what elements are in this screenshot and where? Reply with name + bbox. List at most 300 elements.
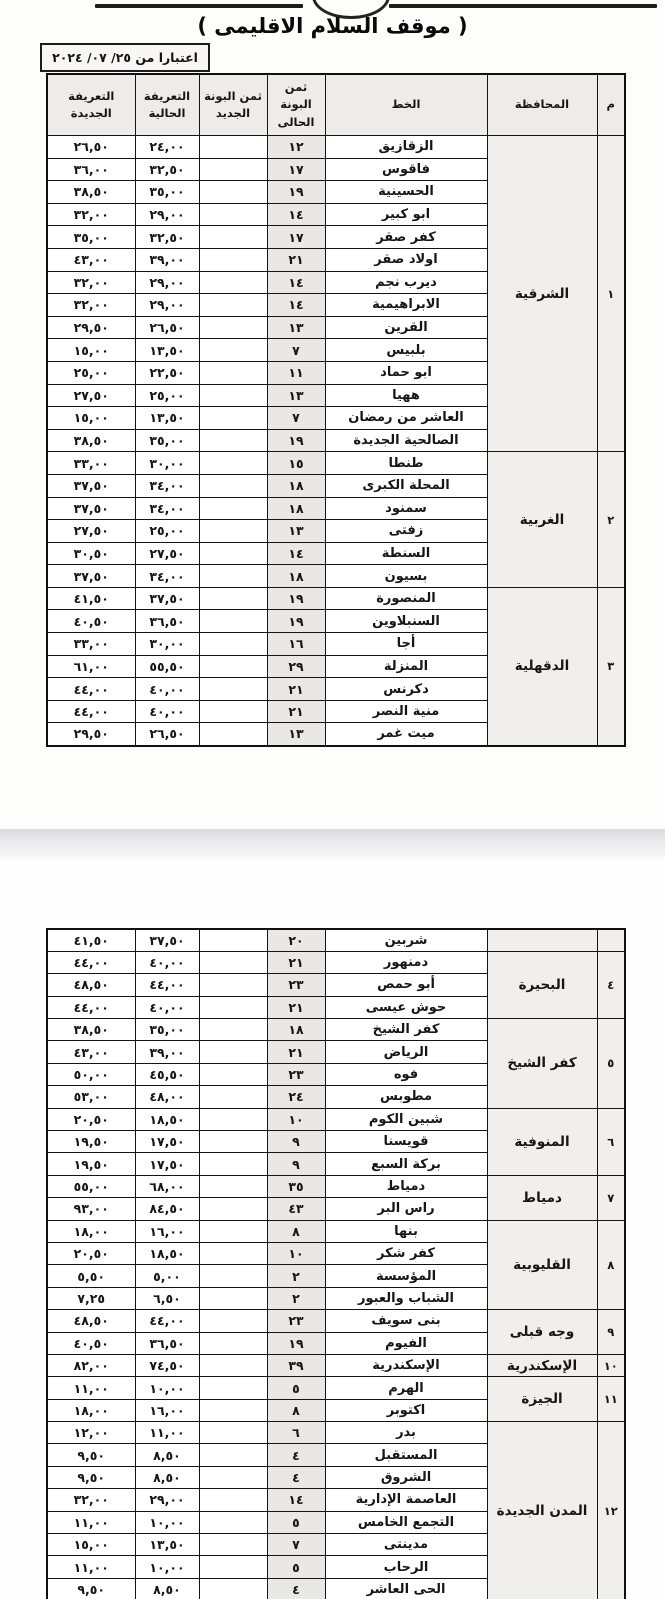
tariff-new-cell: ١٨,٠٠ <box>47 1220 135 1242</box>
effective-date-box <box>40 43 210 72</box>
coupon-new-cell <box>199 1063 267 1085</box>
tariff-current-cell: ١٠,٠٠ <box>135 1377 199 1399</box>
coupon-current-cell: ٥ <box>267 1556 325 1578</box>
table-row <box>47 1377 625 1399</box>
coupon-current-cell: ٢ <box>267 1287 325 1309</box>
tariff-new-cell: ٥,٥٠ <box>47 1265 135 1287</box>
coupon-new-cell <box>199 181 267 204</box>
table-row <box>47 951 625 973</box>
tariff-new-cell: ٢٠,٥٠ <box>47 1242 135 1264</box>
line-cell: الزقازيق <box>325 136 487 159</box>
coupon-new-cell <box>199 565 267 588</box>
tariff-current-cell: ١٠,٠٠ <box>135 1511 199 1533</box>
governorate-cell <box>487 929 597 951</box>
serial-cell: ٣ <box>597 587 625 745</box>
coupon-current-cell: ٢٠ <box>267 929 325 951</box>
tariff-new-cell: ٥٥,٠٠ <box>47 1175 135 1197</box>
tariff-current-cell: ٣٢,٥٠ <box>135 158 199 181</box>
coupon-new-cell <box>199 542 267 565</box>
coupon-new-cell <box>199 1175 267 1197</box>
tariff-new-cell: ٤٣,٠٠ <box>47 248 135 271</box>
line-cell: كفر صقر <box>325 226 487 249</box>
tariff-table-part2 <box>46 928 626 1599</box>
header-serial: م <box>597 74 625 136</box>
tariff-current-cell: ٣٤,٠٠ <box>135 565 199 588</box>
line-cell: بنى سويف <box>325 1310 487 1332</box>
tariff-new-cell: ١٩,٥٠ <box>47 1153 135 1175</box>
line-cell: الابراهيمية <box>325 294 487 317</box>
tariff-new-cell: ٢٥,٠٠ <box>47 361 135 384</box>
tariff-current-cell: ٧٤,٥٠ <box>135 1354 199 1376</box>
coupon-current-cell: ٥ <box>267 1377 325 1399</box>
tariff-new-cell: ٤٤,٠٠ <box>47 951 135 973</box>
line-cell: المحلة الكبرى <box>325 474 487 497</box>
tariff-current-cell: ٤٠,٠٠ <box>135 951 199 973</box>
serial-cell: ٤ <box>597 951 625 1018</box>
line-cell: الشروق <box>325 1466 487 1488</box>
tariff-current-cell: ٢٢,٥٠ <box>135 361 199 384</box>
table-row <box>47 136 625 159</box>
coupon-new-cell <box>199 678 267 701</box>
tariff-current-cell: ٣٥,٠٠ <box>135 181 199 204</box>
tariff-new-cell: ٣٧,٥٠ <box>47 497 135 520</box>
line-cell: ههيا <box>325 384 487 407</box>
tariff-current-cell: ٣٠,٠٠ <box>135 633 199 656</box>
tariff-new-cell: ١٨,٠٠ <box>47 1399 135 1421</box>
coupon-current-cell: ٢١ <box>267 1041 325 1063</box>
coupon-current-cell: ٤٣ <box>267 1198 325 1220</box>
table-row <box>47 929 625 951</box>
tariff-current-cell: ٥,٠٠ <box>135 1265 199 1287</box>
tariff-current-cell: ١٠,٠٠ <box>135 1556 199 1578</box>
serial-cell: ٥ <box>597 1019 625 1109</box>
line-cell: اكتوبر <box>325 1399 487 1421</box>
line-cell: القرين <box>325 316 487 339</box>
coupon-current-cell: ٩ <box>267 1153 325 1175</box>
line-cell: بسيون <box>325 565 487 588</box>
serial-cell: ٢ <box>597 452 625 588</box>
line-cell: منية النصر <box>325 700 487 723</box>
line-cell: فوه <box>325 1063 487 1085</box>
coupon-new-cell <box>199 1041 267 1063</box>
coupon-new-cell <box>199 316 267 339</box>
line-cell: السنطة <box>325 542 487 565</box>
tariff-new-cell: ٩,٥٠ <box>47 1444 135 1466</box>
line-cell: شربين <box>325 929 487 951</box>
tariff-current-cell: ٨,٥٠ <box>135 1578 199 1599</box>
tariff-current-cell: ١٣,٥٠ <box>135 407 199 430</box>
coupon-new-cell <box>199 203 267 226</box>
coupon-current-cell: ٨ <box>267 1399 325 1421</box>
tariff-current-cell: ٢٧,٥٠ <box>135 542 199 565</box>
tariff-current-cell: ٢٥,٠٠ <box>135 384 199 407</box>
tariff-new-cell: ٢٦,٥٠ <box>47 136 135 159</box>
tariff-current-cell: ٣٩,٠٠ <box>135 248 199 271</box>
coupon-new-cell <box>199 1086 267 1108</box>
tariff-new-cell: ٢٧,٥٠ <box>47 384 135 407</box>
tariff-current-cell: ٢٤,٠٠ <box>135 136 199 159</box>
coupon-current-cell: ١٨ <box>267 1019 325 1041</box>
serial-cell: ٨ <box>597 1220 625 1310</box>
governorate-cell: الجيزة <box>487 1377 597 1422</box>
line-cell: أبو حمص <box>325 974 487 996</box>
header-governorate: المحافظة <box>487 74 597 136</box>
tariff-new-cell: ٩,٥٠ <box>47 1466 135 1488</box>
header-coupon-current: ثمن البونة الحالى <box>267 74 325 136</box>
tariff-new-cell: ٤٠,٥٠ <box>47 610 135 633</box>
tariff-current-cell: ١٣,٥٠ <box>135 1534 199 1556</box>
tariff-current-cell: ٢٩,٠٠ <box>135 1489 199 1511</box>
tariff-new-cell: ٣٢,٠٠ <box>47 271 135 294</box>
coupon-new-cell <box>199 974 267 996</box>
line-cell: ديرب نجم <box>325 271 487 294</box>
tariff-new-cell: ٢٩,٥٠ <box>47 316 135 339</box>
coupon-current-cell: ٢٣ <box>267 1063 325 1085</box>
coupon-current-cell: ١٩ <box>267 1332 325 1354</box>
tariff-current-cell: ٤٠,٠٠ <box>135 700 199 723</box>
line-cell: الإسكندرية <box>325 1354 487 1376</box>
line-cell: ميت غمر <box>325 723 487 746</box>
coupon-new-cell <box>199 700 267 723</box>
tariff-new-cell: ٢٩,٥٠ <box>47 723 135 746</box>
tariff-new-cell: ١٢,٠٠ <box>47 1422 135 1444</box>
tariff-current-cell: ٣٦,٥٠ <box>135 610 199 633</box>
coupon-new-cell <box>199 1019 267 1041</box>
coupon-current-cell: ١٠ <box>267 1242 325 1264</box>
line-cell: فاقوس <box>325 158 487 181</box>
tariff-new-cell: ٣٠,٥٠ <box>47 542 135 565</box>
coupon-current-cell: ٣٥ <box>267 1175 325 1197</box>
coupon-new-cell <box>199 520 267 543</box>
coupon-new-cell <box>199 497 267 520</box>
line-cell: كفر شكر <box>325 1242 487 1264</box>
tariff-current-cell: ١٦,٠٠ <box>135 1220 199 1242</box>
tariff-table-part1 <box>46 73 626 747</box>
table-row <box>47 1108 625 1130</box>
tariff-current-cell: ٨,٥٠ <box>135 1466 199 1488</box>
letterhead-rule-left <box>95 4 303 8</box>
tariff-new-cell: ٤٨,٥٠ <box>47 974 135 996</box>
tariff-current-cell: ١٨,٥٠ <box>135 1242 199 1264</box>
coupon-new-cell <box>199 226 267 249</box>
coupon-current-cell: ١٥ <box>267 452 325 475</box>
line-cell: العاصمة الإدارية <box>325 1489 487 1511</box>
coupon-new-cell <box>199 1108 267 1130</box>
tariff-new-cell: ٣٦,٠٠ <box>47 158 135 181</box>
tariff-current-cell: ٨,٥٠ <box>135 1444 199 1466</box>
line-cell: الهرم <box>325 1377 487 1399</box>
coupon-new-cell <box>199 1310 267 1332</box>
tariff-current-cell: ٣٧,٥٠ <box>135 929 199 951</box>
coupon-current-cell: ١٣ <box>267 316 325 339</box>
governorate-cell: الشرقية <box>487 136 597 452</box>
page-break-band <box>0 829 665 860</box>
serial-cell <box>597 929 625 951</box>
tariff-new-cell: ٣٨,٥٠ <box>47 429 135 452</box>
coupon-current-cell: ١٩ <box>267 587 325 610</box>
coupon-current-cell: ١٨ <box>267 474 325 497</box>
effective-date-label: اعتبارا من ٢٥/ ٠٧/ ٢٠٢٤ <box>52 50 198 65</box>
coupon-new-cell <box>199 723 267 746</box>
coupon-current-cell: ٢٩ <box>267 655 325 678</box>
coupon-current-cell: ٣٩ <box>267 1354 325 1376</box>
coupon-new-cell <box>199 1242 267 1264</box>
tariff-new-cell: ٣٣,٠٠ <box>47 452 135 475</box>
line-cell: المنصورة <box>325 587 487 610</box>
coupon-new-cell <box>199 655 267 678</box>
governorate-cell: المدن الجديدة <box>487 1422 597 1599</box>
coupon-new-cell <box>199 929 267 951</box>
coupon-new-cell <box>199 248 267 271</box>
tariff-current-cell: ٣٥,٠٠ <box>135 429 199 452</box>
coupon-current-cell: ٤ <box>267 1578 325 1599</box>
line-cell: أجا <box>325 633 487 656</box>
coupon-new-cell <box>199 1534 267 1556</box>
tariff-new-cell: ٥٠,٠٠ <box>47 1063 135 1085</box>
letterhead-rule-right <box>389 4 657 8</box>
coupon-current-cell: ١٤ <box>267 294 325 317</box>
coupon-new-cell <box>199 452 267 475</box>
table-row <box>47 1354 625 1376</box>
coupon-current-cell: ٢٣ <box>267 974 325 996</box>
coupon-new-cell <box>199 1511 267 1533</box>
tariff-current-cell: ٤٤,٠٠ <box>135 1310 199 1332</box>
table-row <box>47 1220 625 1242</box>
line-cell: ابو كبير <box>325 203 487 226</box>
line-cell: ابو حماد <box>325 361 487 384</box>
tariff-current-cell: ١٣,٥٠ <box>135 339 199 362</box>
coupon-current-cell: ١٤ <box>267 542 325 565</box>
line-cell: راس البر <box>325 1198 487 1220</box>
tariff-current-cell: ٤٠,٠٠ <box>135 678 199 701</box>
tariff-new-cell: ٢٠,٥٠ <box>47 1108 135 1130</box>
line-cell: بنها <box>325 1220 487 1242</box>
tariff-new-cell: ١٥,٠٠ <box>47 407 135 430</box>
governorate-cell: الدقهلية <box>487 587 597 745</box>
line-cell: مدينتى <box>325 1534 487 1556</box>
line-cell: اولاد صقر <box>325 248 487 271</box>
coupon-new-cell <box>199 1153 267 1175</box>
tariff-current-cell: ٣٤,٠٠ <box>135 474 199 497</box>
coupon-new-cell <box>199 1131 267 1153</box>
tariff-current-cell: ١٨,٥٠ <box>135 1108 199 1130</box>
line-cell: المؤسسة <box>325 1265 487 1287</box>
tariff-current-cell: ٢٥,٠٠ <box>135 520 199 543</box>
line-cell: الرحاب <box>325 1556 487 1578</box>
tariff-new-cell: ٣٢,٠٠ <box>47 294 135 317</box>
coupon-new-cell <box>199 1332 267 1354</box>
coupon-new-cell <box>199 136 267 159</box>
tariff-new-cell: ٤٣,٠٠ <box>47 1041 135 1063</box>
tariff-new-cell: ٩,٥٠ <box>47 1578 135 1599</box>
line-cell: طنطا <box>325 452 487 475</box>
coupon-current-cell: ١٣ <box>267 520 325 543</box>
serial-cell: ٧ <box>597 1175 625 1220</box>
tariff-current-cell: ٢٩,٠٠ <box>135 294 199 317</box>
coupon-new-cell <box>199 1422 267 1444</box>
line-cell: كفر الشيخ <box>325 1019 487 1041</box>
coupon-new-cell <box>199 361 267 384</box>
line-cell: بركة السبع <box>325 1153 487 1175</box>
tariff-new-cell: ٣٧,٥٠ <box>47 565 135 588</box>
coupon-current-cell: ١٧ <box>267 226 325 249</box>
tariff-new-cell: ٣٢,٠٠ <box>47 1489 135 1511</box>
coupon-current-cell: ١٨ <box>267 497 325 520</box>
coupon-new-cell <box>199 429 267 452</box>
tariff-new-cell: ٣٣,٠٠ <box>47 633 135 656</box>
coupon-current-cell: ٢ <box>267 1265 325 1287</box>
coupon-current-cell: ٢١ <box>267 700 325 723</box>
tariff-new-cell: ٩٣,٠٠ <box>47 1198 135 1220</box>
line-cell: السنبلاوين <box>325 610 487 633</box>
governorate-cell: الإسكندرية <box>487 1354 597 1376</box>
serial-cell: ١١ <box>597 1377 625 1422</box>
coupon-current-cell: ٧ <box>267 339 325 362</box>
coupon-current-cell: ٥ <box>267 1511 325 1533</box>
coupon-new-cell <box>199 271 267 294</box>
tariff-current-cell: ٣٠,٠٠ <box>135 452 199 475</box>
governorate-cell: دمياط <box>487 1175 597 1220</box>
coupon-current-cell: ١٩ <box>267 429 325 452</box>
line-cell: شبين الكوم <box>325 1108 487 1130</box>
serial-cell: ١٠ <box>597 1354 625 1376</box>
tariff-current-cell: ٤٨,٠٠ <box>135 1086 199 1108</box>
coupon-current-cell: ١٧ <box>267 158 325 181</box>
governorate-cell: كفر الشيخ <box>487 1019 597 1109</box>
tariff-new-cell: ٤٨,٥٠ <box>47 1310 135 1332</box>
coupon-new-cell <box>199 339 267 362</box>
tariff-current-cell: ٣٢,٥٠ <box>135 226 199 249</box>
coupon-current-cell: ١٣ <box>267 723 325 746</box>
coupon-current-cell: ١٩ <box>267 610 325 633</box>
coupon-new-cell <box>199 996 267 1018</box>
line-cell: الصالحية الجديدة <box>325 429 487 452</box>
tariff-current-cell: ٣٧,٥٠ <box>135 587 199 610</box>
tariff-new-cell: ٦١,٠٠ <box>47 655 135 678</box>
table-row <box>47 1422 625 1444</box>
coupon-current-cell: ٧ <box>267 1534 325 1556</box>
table-row <box>47 587 625 610</box>
serial-cell: ٦ <box>597 1108 625 1175</box>
coupon-current-cell: ٩ <box>267 1131 325 1153</box>
coupon-current-cell: ٢١ <box>267 678 325 701</box>
line-cell: دمنهور <box>325 951 487 973</box>
line-cell: بدر <box>325 1422 487 1444</box>
governorate-cell: المنوفية <box>487 1108 597 1175</box>
coupon-current-cell: ٦ <box>267 1422 325 1444</box>
coupon-current-cell: ١٠ <box>267 1108 325 1130</box>
tariff-new-cell: ٣٧,٥٠ <box>47 474 135 497</box>
governorate-cell: وجه قبلى <box>487 1310 597 1355</box>
tariff-new-cell: ٨٢,٠٠ <box>47 1354 135 1376</box>
header-row <box>47 74 625 136</box>
governorate-cell: الغربية <box>487 452 597 588</box>
table-row <box>47 1175 625 1197</box>
line-cell: بلبيس <box>325 339 487 362</box>
coupon-current-cell: ١٩ <box>267 181 325 204</box>
coupon-current-cell: ٧ <box>267 407 325 430</box>
coupon-current-cell: ١٤ <box>267 1489 325 1511</box>
tariff-new-cell: ٣٢,٠٠ <box>47 203 135 226</box>
tariff-new-cell: ٤٤,٠٠ <box>47 678 135 701</box>
coupon-new-cell <box>199 1287 267 1309</box>
tariff-new-cell: ١٩,٥٠ <box>47 1131 135 1153</box>
line-cell: العاشر من رمضان <box>325 407 487 430</box>
serial-cell: ١ <box>597 136 625 452</box>
tariff-new-cell: ١٥,٠٠ <box>47 339 135 362</box>
line-cell: حوش عيسى <box>325 996 487 1018</box>
line-cell: التجمع الخامس <box>325 1511 487 1533</box>
coupon-current-cell: ١٤ <box>267 203 325 226</box>
coupon-new-cell <box>199 1556 267 1578</box>
coupon-new-cell <box>199 1444 267 1466</box>
coupon-current-cell: ١٦ <box>267 633 325 656</box>
coupon-new-cell <box>199 951 267 973</box>
coupon-new-cell <box>199 384 267 407</box>
tariff-new-cell: ٤٠,٥٠ <box>47 1332 135 1354</box>
governorate-cell: البحيرة <box>487 951 597 1018</box>
governorate-cell: القليوبية <box>487 1220 597 1310</box>
tariff-current-cell: ١٧,٥٠ <box>135 1153 199 1175</box>
coupon-current-cell: ١١ <box>267 361 325 384</box>
coupon-new-cell <box>199 1489 267 1511</box>
coupon-current-cell: ٨ <box>267 1220 325 1242</box>
tariff-new-cell: ٣٨,٥٠ <box>47 181 135 204</box>
coupon-current-cell: ٢٣ <box>267 1310 325 1332</box>
coupon-current-cell: ١٢ <box>267 136 325 159</box>
coupon-new-cell <box>199 1399 267 1421</box>
tariff-current-cell: ٣٤,٠٠ <box>135 497 199 520</box>
coupon-new-cell <box>199 1377 267 1399</box>
tariff-current-cell: ٥٥,٥٠ <box>135 655 199 678</box>
tariff-new-cell: ٣٥,٠٠ <box>47 226 135 249</box>
line-cell: دكرنس <box>325 678 487 701</box>
tariff-new-cell: ١١,٠٠ <box>47 1511 135 1533</box>
tariff-current-cell: ٢٩,٠٠ <box>135 203 199 226</box>
coupon-new-cell <box>199 610 267 633</box>
coupon-current-cell: ١٤ <box>267 271 325 294</box>
table-row <box>47 1310 625 1332</box>
tariff-new-cell: ٥٣,٠٠ <box>47 1086 135 1108</box>
tariff-new-cell: ١٥,٠٠ <box>47 1534 135 1556</box>
coupon-current-cell: ٤ <box>267 1444 325 1466</box>
tariff-current-cell: ٤٥,٥٠ <box>135 1063 199 1085</box>
coupon-current-cell: ٢١ <box>267 996 325 1018</box>
coupon-new-cell <box>199 1198 267 1220</box>
tariff-current-cell: ٦,٥٠ <box>135 1287 199 1309</box>
tariff-new-cell: ٤١,٥٠ <box>47 587 135 610</box>
line-cell: الحى العاشر <box>325 1578 487 1599</box>
coupon-new-cell <box>199 587 267 610</box>
table-row <box>47 1019 625 1041</box>
coupon-current-cell: ١٨ <box>267 565 325 588</box>
tariff-current-cell: ١٦,٠٠ <box>135 1399 199 1421</box>
tariff-current-cell: ١١,٠٠ <box>135 1422 199 1444</box>
line-cell: الرياض <box>325 1041 487 1063</box>
coupon-current-cell: ٢٤ <box>267 1086 325 1108</box>
line-cell: الشباب والعبور <box>325 1287 487 1309</box>
header-tariff-new: التعريفة الجديدة <box>47 74 135 136</box>
tariff-current-cell: ١٧,٥٠ <box>135 1131 199 1153</box>
coupon-new-cell <box>199 1466 267 1488</box>
coupon-current-cell: ١٣ <box>267 384 325 407</box>
header-tariff-current: التعريفة الحالية <box>135 74 199 136</box>
line-cell: دمياط <box>325 1175 487 1197</box>
tariff-current-cell: ٨٤,٥٠ <box>135 1198 199 1220</box>
tariff-new-cell: ٧,٢٥ <box>47 1287 135 1309</box>
tariff-current-cell: ٢٩,٠٠ <box>135 271 199 294</box>
tariff-new-cell: ١١,٠٠ <box>47 1377 135 1399</box>
